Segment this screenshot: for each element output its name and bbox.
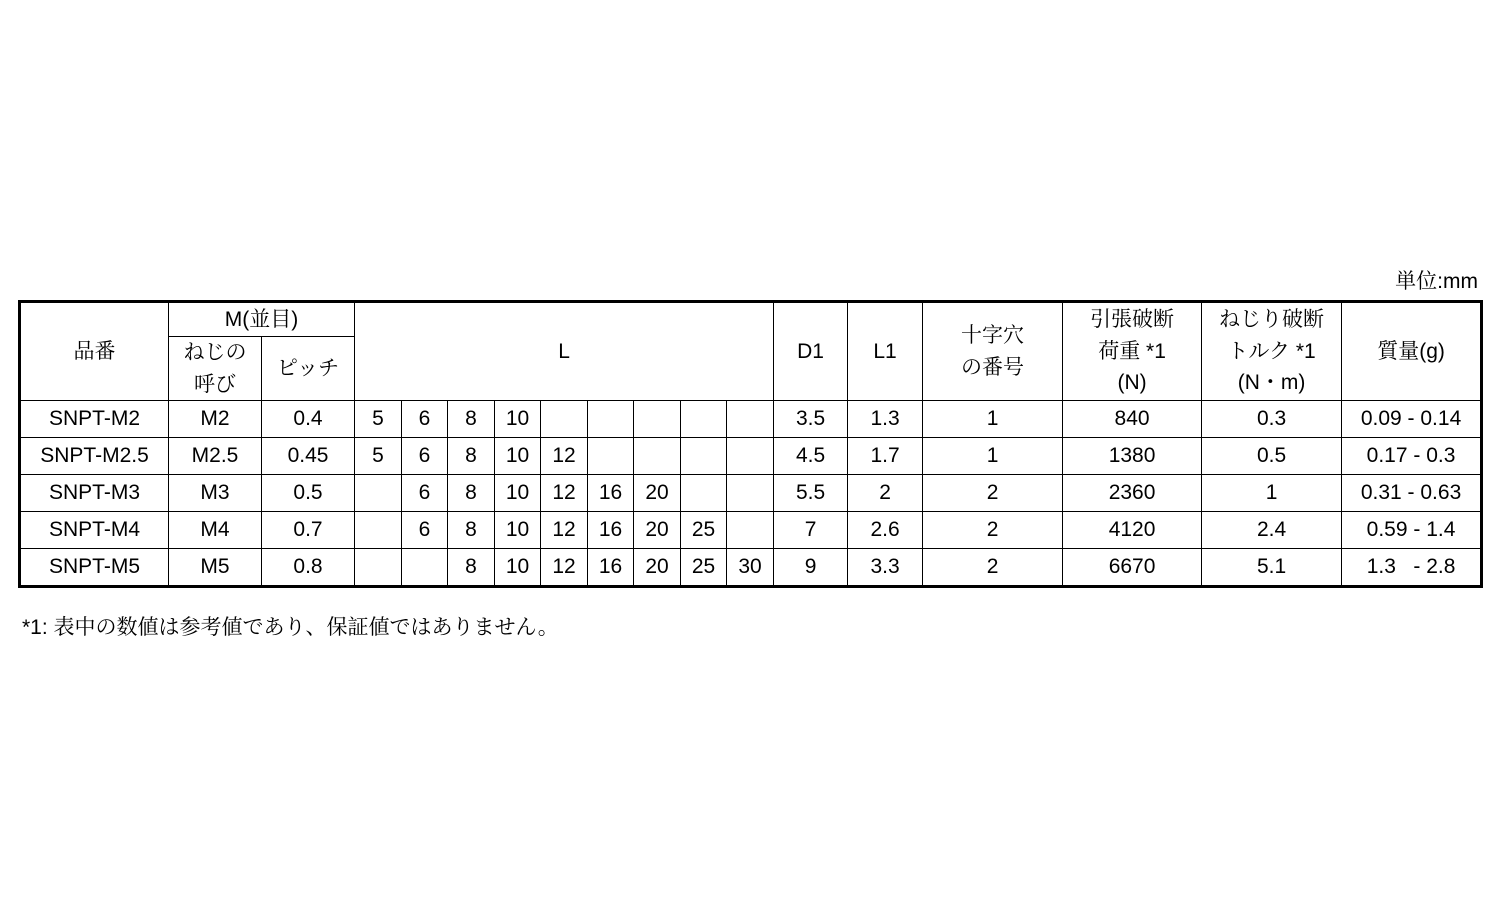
cell-pitch: 0.45 <box>262 438 355 475</box>
cell-tensile-load: 2360 <box>1063 475 1202 512</box>
cell-L <box>681 401 727 438</box>
header-cross-recess-no: 十字穴 の番号 <box>923 302 1063 401</box>
cell-L1: 2 <box>848 475 923 512</box>
cell-L <box>727 475 774 512</box>
cell-L <box>727 401 774 438</box>
cell-cross-recess-no: 2 <box>923 512 1063 549</box>
cell-L: 10 <box>495 438 541 475</box>
cell-pitch: 0.5 <box>262 475 355 512</box>
cell-L: 10 <box>495 549 541 587</box>
cell-L <box>355 475 402 512</box>
cell-L <box>634 401 681 438</box>
cell-torsion-torque: 1 <box>1202 475 1342 512</box>
cell-mass: 0.59 - 1.4 <box>1342 512 1482 549</box>
cell-L <box>588 438 634 475</box>
cell-L: 8 <box>448 401 495 438</box>
cell-L: 6 <box>402 438 448 475</box>
cell-L: 20 <box>634 549 681 587</box>
cell-L: 5 <box>355 401 402 438</box>
cell-L: 5 <box>355 438 402 475</box>
header-pitch: ピッチ <box>262 337 355 401</box>
cell-torsion-torque: 5.1 <box>1202 549 1342 587</box>
table-row <box>20 438 1482 475</box>
header-L: L <box>355 302 774 401</box>
cell-L1: 1.7 <box>848 438 923 475</box>
cell-L <box>634 438 681 475</box>
cell-nominal: M4 <box>169 512 262 549</box>
cell-mass: 0.09 - 0.14 <box>1342 401 1482 438</box>
cell-torsion-torque: 0.5 <box>1202 438 1342 475</box>
cell-torsion-torque: 2.4 <box>1202 512 1342 549</box>
cell-L: 6 <box>402 512 448 549</box>
cell-part-no: SNPT-M5 <box>20 549 169 587</box>
footnote: *1: 表中の数値は参考値であり、保証値ではありません。 <box>22 616 559 639</box>
cell-L: 16 <box>588 475 634 512</box>
cell-pitch: 0.8 <box>262 549 355 587</box>
cell-part-no: SNPT-M4 <box>20 512 169 549</box>
cell-nominal: M5 <box>169 549 262 587</box>
header-m-group: M(並目) <box>169 302 355 337</box>
spec-table <box>18 300 1483 588</box>
cell-L <box>355 549 402 587</box>
cell-cross-recess-no: 1 <box>923 438 1063 475</box>
cell-L <box>681 438 727 475</box>
cell-L: 12 <box>541 438 588 475</box>
cell-D1: 9 <box>774 549 848 587</box>
unit-label: 単位:mm <box>1395 270 1478 293</box>
cell-L: 6 <box>402 475 448 512</box>
cell-L: 10 <box>495 475 541 512</box>
cell-part-no: SNPT-M3 <box>20 475 169 512</box>
table-body <box>20 401 1482 587</box>
cell-L: 12 <box>541 475 588 512</box>
cell-tensile-load: 4120 <box>1063 512 1202 549</box>
cell-L <box>681 475 727 512</box>
cell-cross-recess-no: 2 <box>923 475 1063 512</box>
cell-D1: 3.5 <box>774 401 848 438</box>
table-row <box>20 512 1482 549</box>
cell-part-no: SNPT-M2.5 <box>20 438 169 475</box>
cell-L1: 3.3 <box>848 549 923 587</box>
cell-mass: 0.17 - 0.3 <box>1342 438 1482 475</box>
cell-L <box>727 438 774 475</box>
table-row <box>20 401 1482 438</box>
cell-D1: 4.5 <box>774 438 848 475</box>
cell-L <box>402 549 448 587</box>
cell-D1: 7 <box>774 512 848 549</box>
cell-L: 8 <box>448 549 495 587</box>
cell-L: 25 <box>681 512 727 549</box>
cell-torsion-torque: 0.3 <box>1202 401 1342 438</box>
header-row-1 <box>20 302 1482 337</box>
cell-L <box>355 512 402 549</box>
cell-L: 10 <box>495 512 541 549</box>
cell-D1: 5.5 <box>774 475 848 512</box>
cell-L <box>588 401 634 438</box>
header-nominal: ねじの 呼び <box>169 337 262 401</box>
cell-L: 8 <box>448 438 495 475</box>
cell-L: 8 <box>448 512 495 549</box>
cell-cross-recess-no: 2 <box>923 549 1063 587</box>
cell-tensile-load: 6670 <box>1063 549 1202 587</box>
table-row <box>20 475 1482 512</box>
cell-L: 10 <box>495 401 541 438</box>
cell-L: 16 <box>588 549 634 587</box>
cell-L1: 1.3 <box>848 401 923 438</box>
cell-tensile-load: 1380 <box>1063 438 1202 475</box>
header-mass: 質量(g) <box>1342 302 1482 401</box>
cell-L: 25 <box>681 549 727 587</box>
cell-mass: 1.3 - 2.8 <box>1342 549 1482 587</box>
cell-nominal: M2 <box>169 401 262 438</box>
header-part-no: 品番 <box>20 302 169 401</box>
cell-L: 12 <box>541 549 588 587</box>
cell-L <box>727 512 774 549</box>
cell-L <box>541 401 588 438</box>
cell-L: 6 <box>402 401 448 438</box>
cell-L: 20 <box>634 475 681 512</box>
cell-cross-recess-no: 1 <box>923 401 1063 438</box>
header-torsion-torque: ねじり破断 トルク *1 (N・m) <box>1202 302 1342 401</box>
cell-nominal: M3 <box>169 475 262 512</box>
header-tensile-load: 引張破断 荷重 *1 (N) <box>1063 302 1202 401</box>
cell-L: 8 <box>448 475 495 512</box>
cell-L: 16 <box>588 512 634 549</box>
cell-L: 20 <box>634 512 681 549</box>
cell-L1: 2.6 <box>848 512 923 549</box>
header-D1: D1 <box>774 302 848 401</box>
table-row <box>20 549 1482 587</box>
cell-part-no: SNPT-M2 <box>20 401 169 438</box>
cell-mass: 0.31 - 0.63 <box>1342 475 1482 512</box>
cell-pitch: 0.4 <box>262 401 355 438</box>
cell-L: 12 <box>541 512 588 549</box>
header-L1: L1 <box>848 302 923 401</box>
cell-nominal: M2.5 <box>169 438 262 475</box>
cell-pitch: 0.7 <box>262 512 355 549</box>
cell-tensile-load: 840 <box>1063 401 1202 438</box>
cell-L: 30 <box>727 549 774 587</box>
